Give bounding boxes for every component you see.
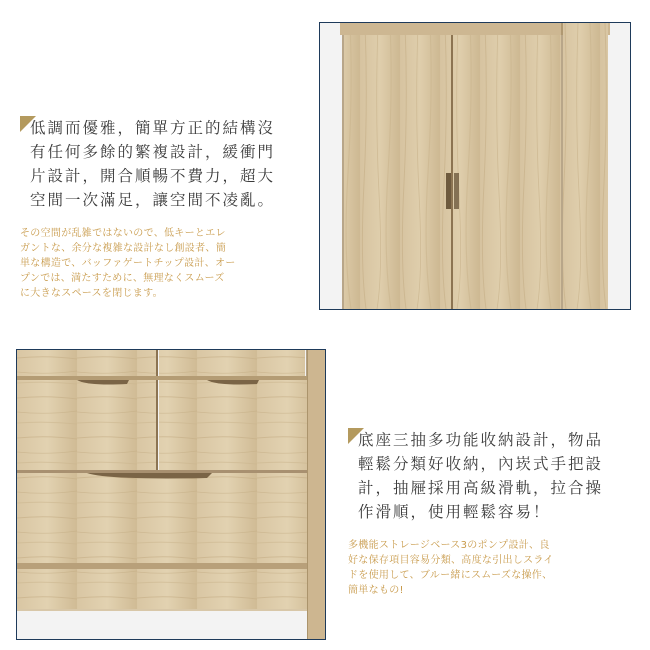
section1-jp-line: プンでは、満たすために、無理なくスムーズ xyxy=(20,273,225,284)
drawers-photo xyxy=(16,349,326,640)
section1-heading xyxy=(20,116,305,212)
section1-jp-line: に大きなスペースを閉じます。 xyxy=(20,288,163,299)
gold-corner-mark xyxy=(348,428,364,444)
section1-jp-line: 単な構造で、バッファゲートチップ設計、オー xyxy=(20,258,236,269)
section2-heading xyxy=(348,428,638,524)
section2-heading-line: 底座三抽多功能收納設計，物品 xyxy=(358,431,604,449)
section1-heading-line: 空間一次滿足，讓空間不凌亂。 xyxy=(30,191,276,209)
section1-text-block xyxy=(20,116,305,301)
section2-heading-line: 作滑順，使用輕鬆容易！ xyxy=(358,503,551,521)
section1-heading-line: 片設計，開合順暢不費力，超大 xyxy=(30,167,276,185)
section2-jp-line: ドを使用して、ブルー緒にスムーズな操作、 xyxy=(348,570,553,581)
gold-corner-mark xyxy=(20,116,36,132)
wardrobe-doors-illustration xyxy=(320,23,630,309)
section1-heading-line: 低調而優雅，簡單方正的結構沒 xyxy=(30,119,276,137)
section2-heading-line: 輕鬆分類好收納，內崁式手把設 xyxy=(358,455,604,473)
section1-jp-line: その空間が乱雑ではないので、低キーとエレ xyxy=(20,228,226,239)
section1-heading-line: 有任何多餘的繁複設計，緩衝門 xyxy=(30,143,276,161)
section2-jp-line: 多機能ストレージベース3のポンプ設計、良 xyxy=(348,540,550,551)
section1-jp-line: ガントな、余分な複雑な設計なし創設者、簡 xyxy=(20,243,226,254)
section2-heading-line: 計，抽屜採用高級滑軌，拉合操 xyxy=(358,479,604,497)
section2-jp-line: 好な保存項目容易分類、高度な引出しスライ xyxy=(348,555,554,566)
section2-jp-line: 簡単なもの! xyxy=(348,585,404,596)
wardrobe-doors-photo xyxy=(319,22,631,310)
section1-jp-text xyxy=(20,226,305,301)
drawers-illustration xyxy=(17,350,325,639)
section2-text-block xyxy=(348,428,638,598)
section2-jp-text xyxy=(348,538,638,598)
